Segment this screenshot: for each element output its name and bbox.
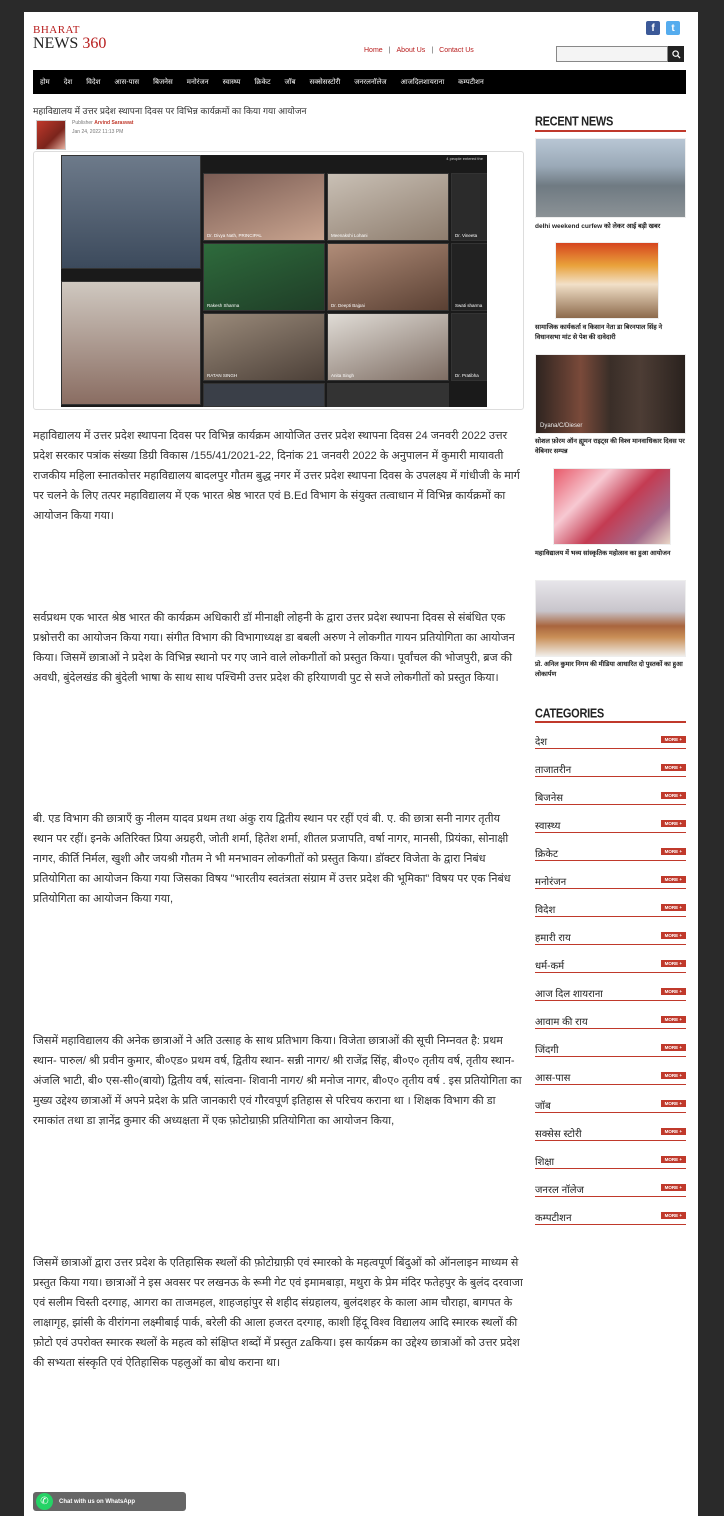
category-divider	[535, 1224, 686, 1225]
whatsapp-label: Chat with us on WhatsApp	[59, 1498, 135, 1505]
video-tile	[203, 243, 325, 311]
category-more-button[interactable]: MORE +	[661, 792, 686, 799]
recent-news-heading: RECENT NEWS	[535, 115, 613, 129]
recent-news-image[interactable]	[555, 242, 659, 319]
about-link[interactable]: About Us	[396, 47, 426, 54]
category-item[interactable]	[535, 846, 686, 874]
video-tile	[327, 383, 449, 407]
article-paragraph: सर्वप्रथम एक भारत श्रेष्ठ भारत की कार्यक्रम अधिकारी डॉ मीनाक्षी लोहनी के द्वारा उत्तर प्रदेश स्थापना दिवस से संबंधित एक प्रश्नोत्तरी का आयोजन किया गया। संगीत विभाग की विभागाध्यक्ष डा बबली अरुण ने लोकगीत गायन प्रतियोगिता का आयोजन किया। जिसमें छात्राओं ने प्रदेश के विभिन्न स्थानो पर गए जाने वाले लोकगीतों को प्रस्तुत किया। पूर्वांचल की भोजपुरी, ब्रज की अवधी, बुंदेलखंड की बुंदेली भाषा के साथ साथ पश्चिमी उत्तर प्रदेश की हरियाणवी पुट से सजे लोकगीतों को प्रस्तुत किया।	[33, 612, 515, 684]
nav-item[interactable]: कम्पटीशन	[458, 78, 484, 86]
category-label[interactable]: हमारी राय	[535, 933, 571, 944]
category-label[interactable]: देश	[535, 737, 548, 748]
nav-item[interactable]: आस-पास	[114, 78, 140, 86]
contact-link[interactable]: Contact Us	[439, 47, 474, 54]
recent-news-image[interactable]	[535, 354, 686, 434]
category-label[interactable]: स्वास्थ्य	[535, 821, 561, 832]
recent-news-caption[interactable]: delhi weekend curfew को लेकर आई बड़ी खबर	[535, 223, 661, 230]
logo-top-text: BHARAT	[33, 24, 81, 36]
participant-name: Swati sharma	[455, 303, 483, 308]
category-divider	[535, 1196, 686, 1197]
category-label[interactable]: शिक्षा	[535, 1157, 555, 1168]
category-more-button[interactable]: MORE +	[661, 764, 686, 771]
category-divider	[535, 1168, 686, 1169]
search-icon[interactable]	[668, 46, 684, 62]
category-label[interactable]: कम्पटीशन	[535, 1213, 572, 1224]
category-label[interactable]: आस-पास	[535, 1073, 571, 1084]
category-item[interactable]	[535, 1182, 686, 1210]
category-more-button[interactable]: MORE +	[661, 932, 686, 939]
category-more-button[interactable]: MORE +	[661, 1212, 686, 1219]
video-tile	[203, 383, 325, 407]
category-label[interactable]: क्रिकेट	[535, 849, 558, 860]
recent-news-image[interactable]	[535, 138, 686, 218]
recent-news-caption[interactable]: सामाजिक कार्यकर्ता व किसान नेता डा बिरनपाल सिंह ने विधानसभा मांट से पेश की दावेदारी	[535, 324, 663, 341]
category-divider	[535, 1056, 686, 1057]
category-label[interactable]: आज दिल शायराना	[535, 989, 603, 1000]
facebook-icon[interactable]: f	[646, 21, 660, 35]
logo-number: 360	[82, 35, 107, 52]
link-divider: |	[388, 47, 391, 54]
video-tile	[61, 155, 201, 269]
article-paragraph: बी. एड विभाग की छात्राएँ कु नीलम यादव प्रथम तथा अंकु राय द्वितीय स्थान पर रहीं एवं बी. ए. की छात्रा सनी नागर तृतीय स्थान पर रहीं। इनके अतिरिक्त प्रिया अग्रहरी, जोती शर्मा, हितेश शर्मा, शीतल प्रजापति, वर्षा नागर, मानसी, प्रियंका, सोनाक्षी नागर, कीर्ति निर्मल, खुशी और जयश्री गौतम ने भी मनभावन लोकगीतों को प्रस्तुत किया। डॉक्टर विजेता के द्वारा निबंध प्रतियोगिता का आयोजन किया गया जिसका विषय "भारतीय स्वतंत्रता संग्राम में उत्तर प्रदेश की भूमिका" विषय पर एक निबंध प्रतियोगिता का आयोजन किया गया,	[33, 813, 511, 905]
category-more-button[interactable]: MORE +	[661, 1044, 686, 1051]
category-divider	[535, 888, 686, 889]
category-item[interactable]	[535, 1154, 686, 1182]
author-avatar	[36, 120, 66, 150]
category-divider	[535, 860, 686, 861]
video-tile	[61, 281, 201, 405]
article-paragraph: जिसमें महाविद्यालय की अनेक छात्राओं ने अति उत्साह के साथ प्रतिभाग किया। विजेता छात्राओं की सूची निम्नवत है: प्रथम स्थान- पारुल/ श्री प्रवीन कुमार, बी०एड० प्रथम वर्ष, द्वितीय स्थान- सन्नी नागर/ श्री राजेंद्र सिंह, बी०ए० तृतीय वर्ष, तृतीय स्थान- अंजलि भाटी, बी० एस-सी०(बायो) द्वितीय वर्ष, सांत्वना- शिवानी नागर/ श्री मनोज नागर, बी०ए० तृतीय वर्ष . इस प्रतियोगिता का मुख्य उद्देश्य छात्राओं में अपने प्रदेश के प्रति जानकारी एवं गौरवपूर्ण इतिहास से परिचय कराना था । शिक्षक विभाग की डा रमाकांत तथा डा ज्ञानेंद्र कुमार की अध्यक्षता में एक फ़ोटोग्राफ़ी प्रतियोगिता का आयोजन किया,	[33, 1035, 522, 1127]
category-divider	[535, 1140, 686, 1141]
category-label[interactable]: मनोरंजन	[535, 877, 567, 888]
video-tile	[203, 173, 325, 241]
category-item[interactable]	[535, 874, 686, 902]
whatsapp-chat-button[interactable]	[33, 1492, 186, 1511]
nav-item[interactable]: जनरलनॉलेज	[354, 78, 387, 86]
category-item[interactable]	[535, 902, 686, 930]
image-overlay-text: Dyana/C/Dieser	[540, 423, 583, 429]
video-tile	[327, 313, 449, 381]
heading-rule	[535, 130, 686, 132]
nav-item[interactable]: आजदिलशायराना	[400, 78, 445, 86]
participant-name: Dr. Pratibha	[455, 373, 479, 378]
category-item[interactable]	[535, 958, 686, 986]
video-tile	[451, 243, 487, 311]
publisher-name[interactable]: Arvind Saraswat	[94, 120, 134, 126]
category-divider	[535, 972, 686, 973]
category-more-button[interactable]: MORE +	[661, 876, 686, 883]
nav-item[interactable]: मनोरंजन	[186, 78, 209, 86]
categories-heading: CATEGORIES	[535, 707, 604, 721]
category-item[interactable]	[535, 818, 686, 846]
category-divider	[535, 776, 686, 777]
article-paragraph: जिसमें छात्राओं द्वारा उत्तर प्रदेश के एतिहासिक स्थलों की फ़ोटोग्राफ़ी एवं स्मारको के महत्वपूर्ण बिंदुओं को ऑनलाइन माध्यम से प्रस्तुत किया गया। छात्राओं ने इस अवसर पर लखनऊ के रूमी गेट एवं इमामबाड़ा, मथुरा के प्रेम मंदिर फतेहपुर के बुलंद दरवाजा एवं सलीम चिस्ती दरगाह, आगरा का ताजमहल, शाहजहांपुर से शहीद संग्रहालय, बुलंदशहर के काला आम चौराहा, बागपत के लाक्षागृह, झांसी के वीरांगना लक्ष्मीबाई पार्क, बरेली की आला हजरत दरगाह, काशी हिंदू विश्व विद्यालय आदि स्मारक स्थलों की फ़ोटो एवं उपरोक्त स्मारक स्थलों के महत्व को संक्षिप्त शब्दों में प्रस्तुत zaकिया। इस कार्यक्रम का उद्देश्य छात्राओं को उत्तर प्रदेश की सभ्यता संस्कृति एवं ऐतिहासिक पहलुओं का बोध कराना था।	[33, 1257, 523, 1369]
category-more-button[interactable]: MORE +	[661, 904, 686, 911]
category-item[interactable]	[535, 1098, 686, 1126]
video-tile	[203, 313, 325, 381]
category-more-button[interactable]: MORE +	[661, 1184, 686, 1191]
category-divider	[535, 804, 686, 805]
social-links	[646, 21, 680, 35]
article-image-frame	[33, 151, 524, 410]
participant-name: Dr. Divya Nath, PRINCIPAL	[207, 233, 262, 238]
video-tile	[451, 173, 487, 241]
category-divider	[535, 832, 686, 833]
search-input[interactable]	[556, 46, 668, 62]
nav-item[interactable]: देश	[63, 78, 73, 86]
category-more-button[interactable]: MORE +	[661, 1128, 686, 1135]
category-divider	[535, 1112, 686, 1113]
video-tile	[451, 313, 487, 381]
category-more-button[interactable]: MORE +	[661, 1016, 686, 1023]
publisher-info	[72, 119, 133, 137]
nav-item[interactable]: बिजनेस	[153, 78, 173, 86]
logo-word: NEWS	[33, 35, 79, 52]
twitter-icon[interactable]: t	[666, 21, 680, 35]
nav-item[interactable]: स्वास्थ्य	[222, 78, 241, 86]
category-divider	[535, 1084, 686, 1085]
category-item[interactable]	[535, 1042, 686, 1070]
category-item[interactable]	[535, 986, 686, 1014]
category-divider	[535, 916, 686, 917]
category-label[interactable]: जिंदगी	[535, 1045, 559, 1056]
main-nav	[33, 70, 686, 94]
category-item[interactable]	[535, 1126, 686, 1154]
recent-news-image[interactable]	[553, 468, 671, 545]
meeting-notice: 4 people entered the	[446, 156, 483, 161]
category-divider	[535, 1028, 686, 1029]
category-more-button[interactable]: MORE +	[661, 1072, 686, 1079]
participant-name: Meenakshi Lohani	[331, 233, 368, 238]
category-more-button[interactable]: MORE +	[661, 988, 686, 995]
category-item[interactable]	[535, 930, 686, 958]
recent-news-caption[interactable]: सोशल फ़ोरम ऑन ह्यूमन राइट्स की विश्व मानवाधिकार दिवस पर वेबिनार सम्पन्न	[535, 438, 685, 455]
category-label[interactable]: जनरल नॉलेज	[535, 1185, 584, 1196]
category-divider	[535, 944, 686, 945]
category-label[interactable]: सक्सेस स्टोरी	[535, 1129, 582, 1140]
article-paragraph: महाविद्यालय में उत्तर प्रदेश स्थापना दिवस पर विभिन्न कार्यक्रम आयोजित उत्तर प्रदेश स्थापना दिवस 24 जनवरी 2022 उत्तर प्रदेश सरकार पत्रांक संख्या डिग्री विकास /155/41/2021-22, दिनांक 21 जनवरी 2022 के अनुपालन में कुमारी मायावती राजकीय महिला स्नातकोत्तर महाविद्यालय बादलपुर गौतम बुद्ध नगर में उत्तर प्रदेश स्थापना दिवस के उपलक्ष्य में गांधीजी के मार्ग पर चलने के लिए तत्पर महाविद्यालय में एक भारत श्रेष्ठ भारत एवं B.Ed विभाग के संयुक्त तत्वाधान में विभिन्न कार्यक्रमों का आयोजन किया गया।	[33, 430, 520, 522]
category-divider	[535, 1000, 686, 1001]
category-label[interactable]: ताजातरीन	[535, 765, 572, 776]
category-label[interactable]: जॉब	[535, 1101, 551, 1112]
category-more-button[interactable]: MORE +	[661, 848, 686, 855]
category-more-button[interactable]: MORE +	[661, 1100, 686, 1107]
nav-item[interactable]: क्रिकेट	[254, 78, 271, 86]
category-more-button[interactable]: MORE +	[661, 736, 686, 743]
link-divider: |	[431, 47, 434, 54]
home-link[interactable]: Home	[364, 47, 383, 54]
publisher-label: Publisher	[72, 120, 93, 126]
video-tile	[327, 243, 449, 311]
site-logo[interactable]	[33, 24, 106, 52]
category-item[interactable]	[535, 762, 686, 790]
category-item[interactable]	[535, 734, 686, 762]
category-item[interactable]	[535, 1210, 686, 1238]
category-label[interactable]: विदेश	[535, 905, 556, 916]
category-divider	[535, 748, 686, 749]
recent-news-caption[interactable]: महाविद्यालय में भव्य सांस्कृतिक महोत्सव का हुआ आयोजन	[535, 550, 671, 557]
category-label[interactable]: बिजनेस	[535, 793, 564, 804]
nav-item[interactable]: सक्सेसस्टोरी	[309, 78, 341, 86]
category-item[interactable]	[535, 1014, 686, 1042]
heading-rule	[535, 721, 686, 723]
participant-name: Dr. Deepti Bajpai	[331, 303, 365, 308]
category-more-button[interactable]: MORE +	[661, 820, 686, 827]
nav-item[interactable]: जॉब	[284, 78, 296, 86]
whatsapp-icon: ✆	[36, 1493, 53, 1510]
article-title: महाविद्यालय में उत्तर प्रदेश स्थापना दिवस पर विभिन्न कार्यक्रमों का किया गया आयोजन	[33, 106, 307, 116]
recent-news-caption[interactable]: प्रो. अनिल कुमार निगम की मीडिया आधारित दो पुस्तकों का हुआ लोकार्पण	[535, 661, 683, 678]
recent-news-image[interactable]	[535, 580, 686, 657]
participant-name: RATAN SINGH	[207, 373, 238, 378]
video-tile	[327, 173, 449, 241]
logo-main-text	[33, 36, 106, 52]
top-links	[364, 47, 474, 54]
category-label[interactable]: आवाम की राय	[535, 1017, 588, 1028]
nav-item[interactable]: विदेश	[86, 78, 101, 86]
category-item[interactable]	[535, 790, 686, 818]
article-image	[61, 155, 487, 407]
participant-name: Rakesh Sharma	[207, 303, 240, 308]
nav-item[interactable]: होम	[40, 78, 50, 86]
participant-name: Dr. Vineeta	[455, 233, 478, 238]
search-form	[556, 46, 684, 62]
category-more-button[interactable]: MORE +	[661, 1156, 686, 1163]
publish-date: Jan 24, 2022 11:13 PM	[72, 129, 124, 135]
category-item[interactable]	[535, 1070, 686, 1098]
category-more-button[interactable]: MORE +	[661, 960, 686, 967]
participant-name: Anita Singh	[331, 373, 355, 378]
category-label[interactable]: धर्म-कर्म	[535, 961, 565, 972]
page	[24, 12, 698, 1516]
